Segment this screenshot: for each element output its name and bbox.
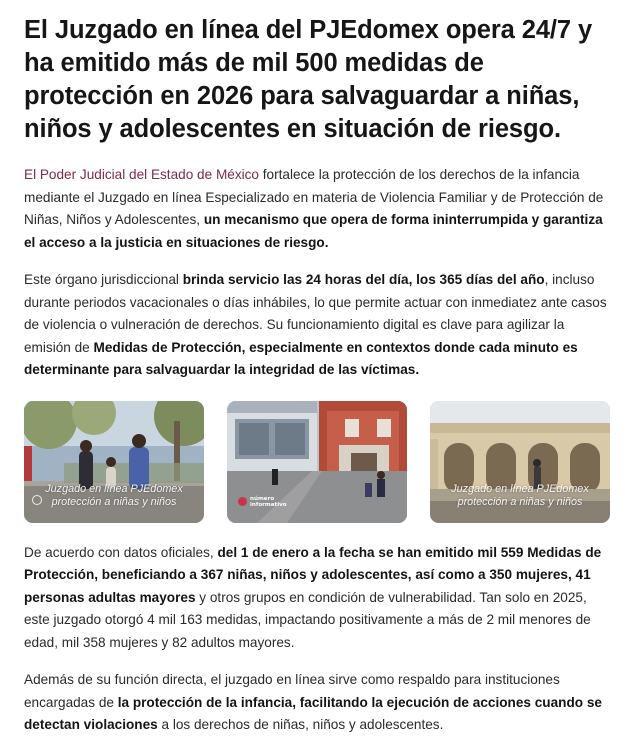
paragraph-statistics	[24, 542, 614, 655]
paragraph-text: y otros grupos en condición de vulnerabilidad. Tan solo en 2025, este juzgado otorgó 4 mil 163 medidas, impactando positivamente a más de 2 mil menores de edad, mil 358 mujeres y 82 adultos mayores.	[24, 589, 591, 650]
paragraph-text: a los derechos de niñas, niños y adolescentes.	[157, 717, 444, 732]
logo-text	[250, 496, 287, 508]
gallery-thumb-park[interactable]	[24, 401, 204, 523]
logo-text-line: informativo	[250, 501, 287, 508]
numero-informativo-logo	[238, 495, 288, 509]
paragraph-bold: la protección de la infancia, facilitando la ejecución de acciones cuando se detectan violaciones	[24, 694, 602, 732]
paragraph-bold: del 1 de enero a la fecha se han emitido mil 559 Medidas de Protección, beneficiando a 367 niñas, niños y adolescentes, así como a 350 mujeres, 41 personas adultas mayores	[24, 544, 602, 605]
paragraph-bold: brinda servicio las 24 horas del día, los 365 días del año	[182, 272, 545, 287]
logo-text-line: número	[250, 495, 275, 502]
paragraph-intro	[24, 164, 614, 254]
article	[24, 14, 614, 737]
caption-line: protección a niñas y niños	[457, 496, 583, 508]
gallery-thumb-courthouse[interactable]	[227, 401, 407, 523]
paragraph-support	[24, 669, 614, 737]
article-headline: El Juzgado en línea del PJEdomex opera 24/7 y ha emitido más de mil 500 medidas de protección en 2026 para salvaguardar a niñas, niños y adolescentes en situación de riesgo.	[24, 16, 593, 143]
caption-line: protección a niñas y niños	[51, 496, 177, 508]
paragraph-text: De acuerdo con datos oficiales,	[24, 544, 218, 560]
paragraph-text: fortalece la protección de los derechos de la infancia mediante el Juzgado en línea Especializado en materia de Violencia Familiar y de Protección de Niñas, Niños y Adolescentes,	[24, 167, 604, 227]
paragraph-text: , incluso durante periodos vacacionales o días inhábiles, lo que permite actuar con inmediatez ante casos de violencia o vulneración de derechos. Su funcionamiento digital es clave para agilizar la emisión de	[24, 272, 607, 355]
gallery-thumb-building[interactable]	[430, 401, 610, 523]
paragraph-service	[24, 269, 614, 382]
gallery-caption	[430, 483, 610, 510]
paragraph-bold: Medidas de Protección, especialmente en contextos donde cada minuto es determinante para salvaguardar la integridad de las víctimas.	[24, 339, 578, 377]
logo-dot-icon	[238, 497, 247, 506]
caption-line: Juzgado en línea PJEdomex	[45, 482, 183, 495]
image-gallery	[24, 401, 614, 523]
gallery-caption	[24, 483, 204, 510]
paragraph-bold: un mecanismo que opera de forma ininterrumpida y garantiza el acceso a la justicia en situaciones de riesgo.	[24, 212, 603, 250]
paragraph-text: Además de su función directa, el juzgado en línea sirve como respaldo para instituciones encargadas de	[24, 672, 560, 710]
pjedomex-link[interactable]: El Poder Judicial del Estado de México	[24, 167, 259, 182]
paragraph-text: Este órgano jurisdiccional	[24, 272, 183, 287]
caption-line: Juzgado en línea PJEdomex	[451, 482, 589, 495]
